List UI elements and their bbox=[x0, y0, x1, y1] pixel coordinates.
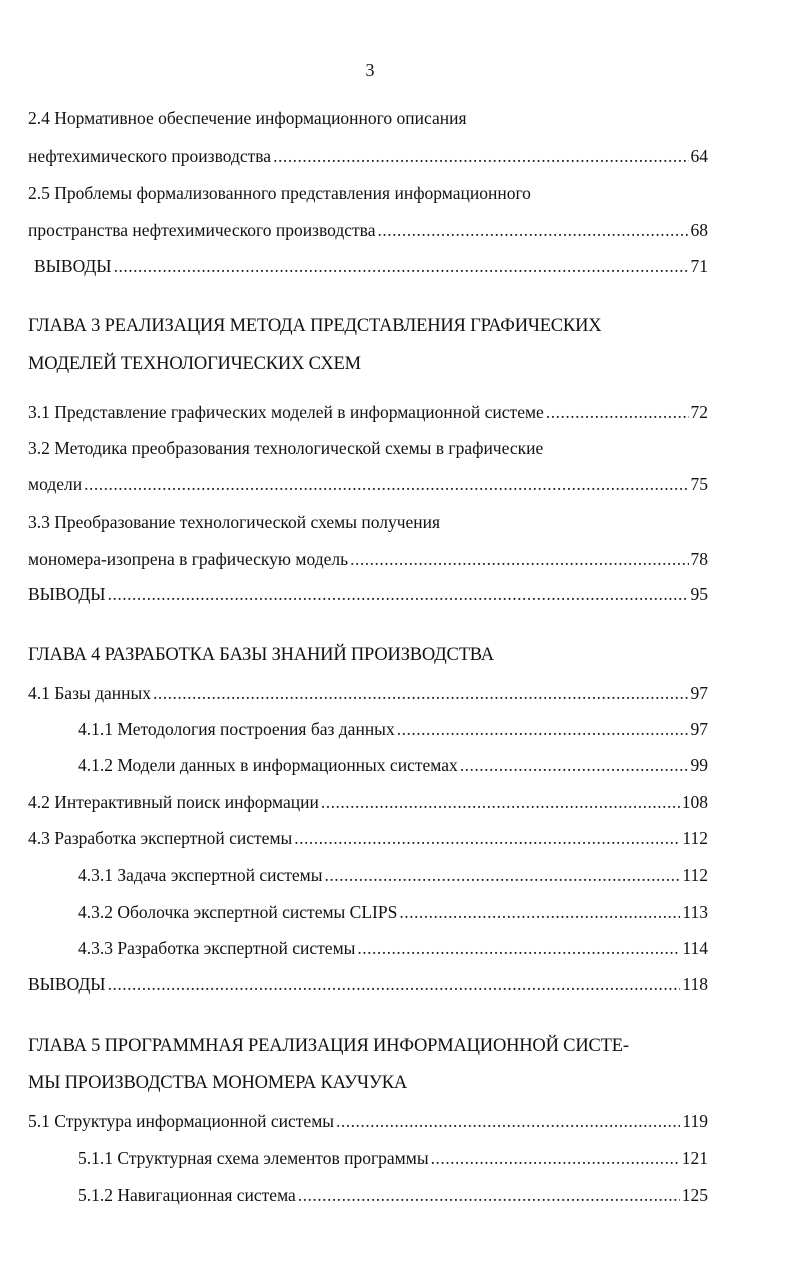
toc-page-ref: 71 bbox=[690, 256, 708, 276]
toc-page-ref: 121 bbox=[681, 1148, 708, 1168]
toc-leader-dots bbox=[273, 144, 688, 168]
toc-page-ref: 68 bbox=[690, 220, 708, 240]
toc-leader-dots bbox=[546, 400, 689, 424]
toc-page-ref: 99 bbox=[690, 755, 708, 775]
toc-entry-title: 4.1.2 Модели данных в информационных системах bbox=[78, 755, 458, 775]
toc-page-ref: 113 bbox=[682, 902, 708, 922]
toc-leader-dots bbox=[321, 790, 680, 814]
toc-entry-4-3-2[interactable] bbox=[78, 900, 708, 924]
toc-entry-conclusions-ch2[interactable] bbox=[34, 254, 708, 278]
toc-entry-title: нефтехимического производства bbox=[28, 146, 272, 166]
toc-entry-title: 5.1 Структура информационной системы bbox=[28, 1111, 335, 1131]
toc-entry-title: 4.3.2 Оболочка экспертной системы CLIPS bbox=[78, 902, 398, 922]
toc-leader-dots bbox=[324, 863, 680, 887]
toc-entry-title: пространства нефтехимического производства bbox=[28, 220, 376, 240]
toc-page-ref: 108 bbox=[681, 792, 708, 812]
toc-leader-dots bbox=[114, 254, 689, 278]
toc-page-ref: 112 bbox=[682, 828, 708, 848]
toc-leader-dots bbox=[399, 900, 680, 924]
toc-entry-3-1[interactable] bbox=[28, 400, 708, 424]
toc-leader-dots bbox=[350, 547, 688, 571]
toc-page-ref: 97 bbox=[690, 683, 708, 703]
toc-entry-5-1-2[interactable] bbox=[78, 1183, 708, 1207]
toc-leader-dots bbox=[84, 472, 688, 496]
toc-leader-dots bbox=[294, 826, 680, 850]
toc-entry-4-3[interactable] bbox=[28, 826, 708, 850]
toc-entry-conclusions-ch3[interactable] bbox=[28, 582, 708, 606]
toc-entry-5-1[interactable] bbox=[28, 1109, 708, 1133]
toc-leader-dots bbox=[357, 936, 680, 960]
toc-page-ref: 78 bbox=[690, 549, 708, 569]
chapter-5-heading-line1[interactable]: ГЛАВА 5 ПРОГРАММНАЯ РЕАЛИЗАЦИЯ ИНФОРМАЦИОННОЙ СИСТЕ- bbox=[28, 1036, 629, 1056]
toc-leader-dots bbox=[153, 681, 688, 705]
toc-entry-title: 5.1.2 Навигационная система bbox=[78, 1185, 296, 1205]
toc-entry-4-3-1[interactable] bbox=[78, 863, 708, 887]
chapter-3-heading-line2[interactable]: МОДЕЛЕЙ ТЕХНОЛОГИЧЕСКИХ СХЕМ bbox=[28, 354, 361, 374]
toc-entry-title: мономера-изопрена в графическую модель bbox=[28, 549, 349, 569]
toc-entry-title: модели bbox=[28, 474, 83, 494]
toc-page-ref: 97 bbox=[690, 719, 708, 739]
toc-entry-5-1-1[interactable] bbox=[78, 1146, 708, 1170]
toc-line-2-5-part1: 2.5 Проблемы формализованного представления информационного bbox=[28, 183, 531, 203]
toc-entry-4-3-3[interactable] bbox=[78, 936, 708, 960]
toc-entry-conclusions-ch4[interactable] bbox=[28, 972, 708, 996]
toc-page-ref: 72 bbox=[690, 402, 708, 422]
toc-leader-dots bbox=[377, 218, 688, 242]
toc-entry-title: 3.1 Представление графических моделей в информационной системе bbox=[28, 402, 544, 422]
chapter-5-heading-line2[interactable]: МЫ ПРОИЗВОДСТВА МОНОМЕРА КАУЧУКА bbox=[28, 1073, 408, 1093]
toc-page-ref: 64 bbox=[690, 146, 708, 166]
toc-page-ref: 112 bbox=[682, 865, 708, 885]
toc-page-ref: 118 bbox=[682, 974, 708, 994]
toc-entry-2-4[interactable] bbox=[28, 144, 708, 168]
toc-entry-title: 4.1.1 Методология построения баз данных bbox=[78, 719, 395, 739]
toc-entry-4-2[interactable] bbox=[28, 790, 708, 814]
toc-entry-title: ВЫВОДЫ bbox=[34, 256, 112, 276]
page-number: 3 bbox=[365, 60, 375, 80]
toc-entry-4-1-2[interactable] bbox=[78, 753, 708, 777]
toc-leader-dots bbox=[460, 753, 689, 777]
toc-leader-dots bbox=[108, 972, 681, 996]
toc-entry-title: 4.3 Разработка экспертной системы bbox=[28, 828, 293, 848]
chapter-3-heading-line1[interactable]: ГЛАВА 3 РЕАЛИЗАЦИЯ МЕТОДА ПРЕДСТАВЛЕНИЯ ГРАФИЧЕСКИХ bbox=[28, 316, 602, 336]
toc-line-2-4-part1: 2.4 Нормативное обеспечение информационного описания bbox=[28, 108, 467, 128]
toc-leader-dots bbox=[397, 717, 689, 741]
toc-page-ref: 95 bbox=[690, 584, 708, 604]
toc-leader-dots bbox=[298, 1183, 680, 1207]
toc-page-ref: 75 bbox=[690, 474, 708, 494]
chapter-4-heading[interactable]: ГЛАВА 4 РАЗРАБОТКА БАЗЫ ЗНАНИЙ ПРОИЗВОДСТВА bbox=[28, 645, 494, 665]
toc-entry-title: ВЫВОДЫ bbox=[28, 974, 106, 994]
toc-line-3-2-part1: 3.2 Методика преобразования технологической схемы в графические bbox=[28, 438, 544, 458]
toc-entry-title: 5.1.1 Структурная схема элементов программы bbox=[78, 1148, 429, 1168]
toc-entry-3-3[interactable] bbox=[28, 547, 708, 571]
toc-entry-title: 4.3.1 Задача экспертной системы bbox=[78, 865, 323, 885]
toc-page-ref: 125 bbox=[681, 1185, 708, 1205]
toc-entry-3-2[interactable] bbox=[28, 472, 708, 496]
toc-leader-dots bbox=[336, 1109, 680, 1133]
toc-entry-2-5[interactable] bbox=[28, 218, 708, 242]
toc-entry-title: 4.1 Базы данных bbox=[28, 683, 152, 703]
toc-entry-4-1[interactable] bbox=[28, 681, 708, 705]
toc-entry-title: ВЫВОДЫ bbox=[28, 584, 106, 604]
toc-leader-dots bbox=[108, 582, 689, 606]
toc-page-ref: 119 bbox=[682, 1111, 708, 1131]
toc-entry-4-1-1[interactable] bbox=[78, 717, 708, 741]
toc-entry-title: 4.3.3 Разработка экспертной системы bbox=[78, 938, 356, 958]
toc-page-ref: 114 bbox=[682, 938, 708, 958]
toc-entry-title: 4.2 Интерактивный поиск информации bbox=[28, 792, 319, 812]
toc-leader-dots bbox=[431, 1146, 680, 1170]
toc-line-3-3-part1: 3.3 Преобразование технологической схемы получения bbox=[28, 512, 441, 532]
